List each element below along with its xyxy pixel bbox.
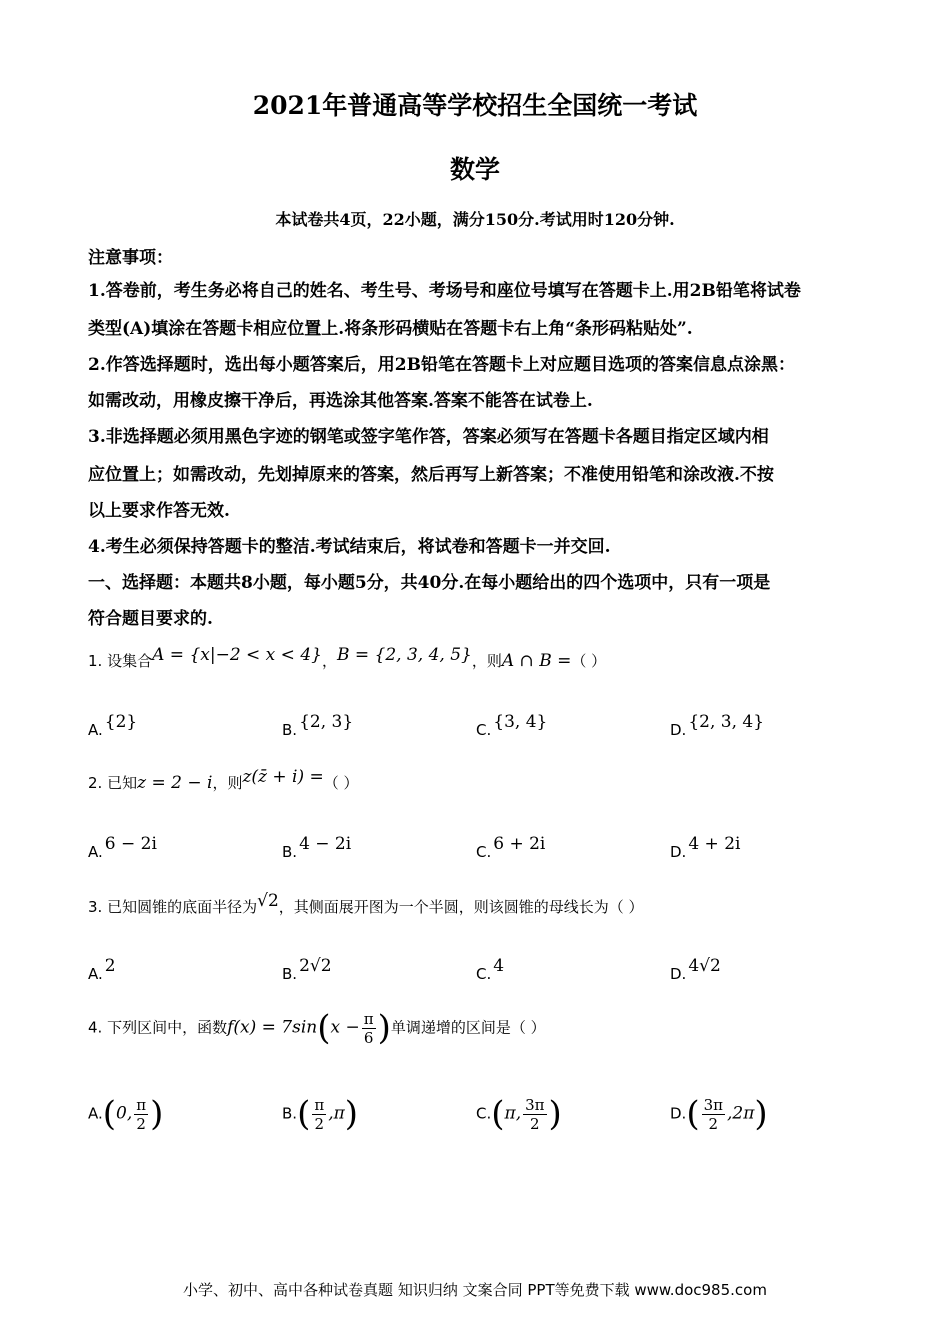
question-text: ，其侧面展开图为一个半圆，则该圆锥的母线长为（ ） xyxy=(278,898,644,916)
math-expression: z = 2 − i xyxy=(137,773,213,793)
option-label: B. xyxy=(282,1104,298,1123)
option-label: B. xyxy=(282,965,298,983)
question-text: ， xyxy=(321,652,337,670)
fraction: $\frac{\pi}{6}$ xyxy=(363,1009,374,1047)
option-a xyxy=(88,956,116,983)
fraction: $\frac{\pi}{2}$ xyxy=(314,1095,325,1133)
option-b xyxy=(282,834,351,861)
question-text: 下列区间中，函数 xyxy=(107,1018,228,1037)
left-paren: ( xyxy=(686,1094,700,1134)
question-number: 2. xyxy=(88,774,103,792)
note-line: 4.考生必须保持答题卡的整洁.考试结束后，将试卷和答题卡一并交回. xyxy=(88,537,611,557)
option-b xyxy=(282,956,332,983)
interval-part: ,2π xyxy=(727,1103,755,1124)
option-value: 6 − 2i xyxy=(104,834,157,854)
question-number: 3. xyxy=(88,898,103,916)
math-expression: B = {2, 3, 4, 5} xyxy=(336,645,472,665)
note-line: 如需改动，用橡皮擦干净后，再选涂其他答案.答案不能答在试卷上. xyxy=(88,391,593,411)
question-2 xyxy=(88,767,359,793)
option-label: C. xyxy=(476,843,492,861)
question-text: ，则 xyxy=(212,774,243,792)
interval-part: ,π xyxy=(328,1103,345,1124)
option-label: D. xyxy=(670,965,687,983)
left-paren: ( xyxy=(297,1094,311,1134)
fraction: $\frac{3\pi}{2}$ xyxy=(703,1095,723,1133)
option-label: A. xyxy=(88,843,103,861)
option-value: 2√2 xyxy=(299,956,332,976)
option-value: 4 − 2i xyxy=(299,834,352,854)
note-line: 应位置上；如需改动，先划掉原来的答案，然后再写上新答案；不准使用铅笔和涂改液.不按 xyxy=(88,465,774,485)
math-expression: √2 xyxy=(257,891,279,911)
option-a xyxy=(88,1094,163,1134)
note-line: 3.非选择题必须用黑色字迹的钢笔或签字笔作答，答案必须写在答题卡各题目指定区域内相 xyxy=(88,427,769,447)
right-paren: ) xyxy=(344,1094,359,1134)
question-4 xyxy=(88,1008,546,1048)
option-value: {2, 3, 4} xyxy=(688,712,765,732)
footer-promo: 小学、初中、高中各种试卷真题 知识归纳 文案合同 PPT等免费下载 www.doc985.com xyxy=(183,1281,767,1299)
option-label: D. xyxy=(670,843,687,861)
option-label: C. xyxy=(476,1104,492,1123)
option-value: 6 + 2i xyxy=(493,834,546,854)
question-text: 已知圆锥的底面半径为 xyxy=(107,898,258,916)
math-expression: f(x) = 7sin xyxy=(227,1017,318,1038)
option-label: C. xyxy=(476,721,492,739)
option-value: 2 xyxy=(104,956,116,976)
note-line: 以上要求作答无效. xyxy=(88,501,230,521)
exam-title: 2021年普通高等学校招生全国统一考试 xyxy=(252,91,698,120)
option-label: C. xyxy=(476,965,492,983)
question-3 xyxy=(88,891,644,917)
option-a xyxy=(88,834,157,861)
option-label: A. xyxy=(88,1104,103,1123)
exam-info: 本试卷共4页，22小题，满分150分.考试用时120分钟. xyxy=(275,210,675,229)
right-paren: ) xyxy=(150,1094,164,1134)
note-line: 2.作答选择题时，选出每小题答案后，用2B铅笔在答题卡上对应题目选项的答案信息点涂黑： xyxy=(88,355,795,375)
option-d xyxy=(670,712,764,739)
option-value: {2, 3} xyxy=(299,712,354,732)
option-label: A. xyxy=(88,965,103,983)
option-a xyxy=(88,712,137,739)
option-b xyxy=(282,1094,358,1134)
question-text: 单调递增的区间是（ ） xyxy=(390,1018,546,1037)
question-number: 4. xyxy=(88,1018,103,1037)
option-value: {3, 4} xyxy=(493,712,548,732)
option-value: 4√2 xyxy=(688,956,721,976)
math-expression: A = {x|−2 < x < 4} xyxy=(152,645,322,665)
right-paren: ) xyxy=(754,1094,768,1134)
option-value: {2} xyxy=(104,712,138,732)
math-expression: A ∩ B = xyxy=(501,651,572,671)
math-expression: x − xyxy=(330,1017,360,1038)
question-number: 1. xyxy=(88,652,103,670)
option-d xyxy=(670,1094,768,1134)
option-value: 4 xyxy=(493,956,505,976)
option-label: D. xyxy=(670,1104,687,1123)
option-c xyxy=(476,956,504,983)
right-paren: ) xyxy=(548,1094,562,1134)
option-d xyxy=(670,956,721,983)
section-heading-cont: 符合题目要求的. xyxy=(88,609,213,629)
note-line: 类型(A)填涂在答题卡相应位置上.将条形码横贴在答题卡右上角“条形码粘贴处”. xyxy=(88,319,693,339)
question-1 xyxy=(88,645,607,671)
question-text: （ ） xyxy=(323,774,359,792)
subject-title: 数学 xyxy=(449,155,500,184)
option-d xyxy=(670,834,740,861)
fraction: $\frac{\pi}{2}$ xyxy=(136,1095,147,1133)
question-text: ，则 xyxy=(471,652,502,670)
interval-part: 0, xyxy=(116,1103,133,1124)
left-paren: ( xyxy=(317,1008,331,1048)
note-line: 1.答卷前，考生务必将自己的姓名、考生号、考场号和座位号填写在答题卡上.用2B铅笔将试卷 xyxy=(88,281,801,301)
left-paren: ( xyxy=(491,1094,505,1134)
right-paren: ) xyxy=(377,1008,391,1048)
option-c xyxy=(476,712,547,739)
fraction: $\frac{3\pi}{2}$ xyxy=(525,1095,545,1133)
option-c xyxy=(476,834,545,861)
notes-heading: 注意事项： xyxy=(88,248,173,268)
interval-part: π, xyxy=(504,1103,522,1124)
question-text: 设集合 xyxy=(107,652,153,670)
option-value: 4 + 2i xyxy=(688,834,741,854)
section-heading: 一、选择题：本题共8小题，每小题5分，共40分.在每小题给出的四个选项中，只有一项是 xyxy=(88,573,771,593)
question-text: （ ） xyxy=(571,652,607,670)
option-label: A. xyxy=(88,721,103,739)
math-expression: z(z̄ + i) = xyxy=(242,767,324,787)
option-c xyxy=(476,1094,562,1134)
question-text: 已知 xyxy=(107,774,138,792)
option-label: D. xyxy=(670,721,687,739)
left-paren: ( xyxy=(102,1094,117,1134)
option-b xyxy=(282,712,353,739)
option-label: B. xyxy=(282,721,298,739)
option-label: B. xyxy=(282,843,298,861)
